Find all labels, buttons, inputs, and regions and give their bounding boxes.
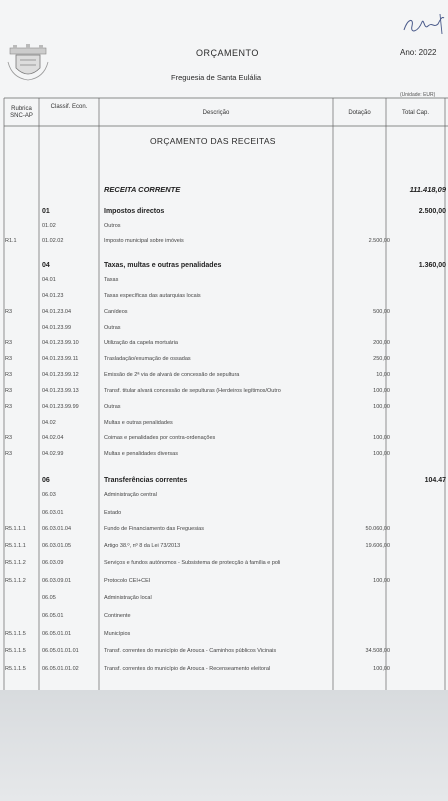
row-rubrica: R3 [5,388,13,394]
row-descricao: Artigo 38.º, nº 8 da Lei 73/2013 [104,543,181,549]
row-classif: 06 [42,477,50,484]
row-rubrica: R5.1.1.2 [5,560,26,566]
row-dotacao: 250,00 [373,356,390,362]
row-descricao: Multas e penalidades diversas [104,451,178,457]
row-descricao: Outras [104,325,121,331]
row-descricao: Administração central [104,492,157,498]
row-rubrica: R1.1 [5,238,17,244]
row-descricao: Multas e outras penalidades [104,420,173,426]
row-rubrica: R5.1.1.5 [5,631,26,637]
row-descricao: Taxas [104,277,119,283]
row-classif: 04.01.23.99 [42,325,72,331]
row-descricao: Serviços e fundos autónomos - Subsistema de protecção à família e poli [104,560,281,566]
row-descricao: Taxas, multas e outras penalidades [104,262,222,269]
row-descricao: Trasladação/exumação de ossadas [104,356,191,362]
row-descricao: Estado [104,510,122,516]
row-classif: 04 [42,262,50,269]
row-classif: 04.01.23.99.10 [42,340,79,346]
row-total: 104.47 [424,477,446,484]
row-dotacao: 10,00 [376,372,390,378]
background-surface [0,690,448,801]
row-descricao: Taxas específicas das autarquias locais [104,293,201,299]
row-descricao: Outros [104,223,121,229]
row-classif: 04.02.04 [42,435,64,441]
row-rubrica: R3 [5,309,13,315]
row-classif: 06.03.01 [42,510,64,516]
row-rubrica: R5.1.1.5 [5,648,26,654]
row-dotacao: 100,00 [373,666,390,672]
row-rubrica: R3 [5,356,13,362]
row-classif: 06.05.01.01 [42,631,72,637]
row-descricao: RECEITA CORRENTE [104,185,181,194]
row-dotacao: 100,00 [373,388,390,394]
row-dotacao: 500,00 [373,309,390,315]
row-rubrica: R3 [5,340,13,346]
row-total: 1.360,00 [418,262,446,269]
row-descricao: Coimas e penalidades por contra-ordenações [104,435,216,441]
section-title: ORÇAMENTO DAS RECEITAS [150,136,276,146]
row-classif: 04.01 [42,277,56,283]
row-dotacao: 2.500,00 [368,238,390,244]
row-classif: 06.05.01.01.01 [42,648,79,654]
row-rubrica: R5.1.1.2 [5,578,26,584]
row-classif: 04.01.23.99.12 [42,372,79,378]
row-classif: 04.02 [42,420,56,426]
row-classif: 06.05 [42,595,56,601]
row-classif: 04.01.23.99.11 [42,356,79,362]
row-dotacao: 34.508,00 [365,648,390,654]
row-descricao: Fundo de Financiamento das Freguesias [104,526,204,532]
row-descricao: Transf. titular alvará concessão de sepulturas (Herdeiros legítimos/Outro [104,388,281,394]
row-classif: 04.01.23.99.99 [42,404,79,410]
row-classif: 04.01.23 [42,293,64,299]
row-descricao: Impostos directos [104,208,165,215]
row-descricao: Municípios [104,631,131,637]
row-classif: 06.05.01.01.02 [42,666,79,672]
row-classif: 06.03 [42,492,56,498]
row-dotacao: 100,00 [373,451,390,457]
column-header-dotacao: Dotação [348,110,371,116]
row-dotacao: 19.606,00 [365,543,390,549]
row-classif: 06.03.09 [42,560,64,566]
row-total: 2.500,00 [418,208,446,215]
row-total: 111.418,09 [409,185,446,194]
row-rubrica: R5.1.1.5 [5,666,26,672]
row-dotacao: 100,00 [373,578,390,584]
row-classif: 01.02 [42,223,56,229]
row-descricao: Emissão de 2ª via de alvará de concessão de sepultura [104,372,240,378]
row-dotacao: 100,00 [373,404,390,410]
row-descricao: Outras [104,404,121,410]
row-descricao: Transf. correntes do município de Arouca - Recenseamento eleitoral [104,666,271,672]
row-descricao: Continente [104,613,131,619]
column-header-total: Total Cap. [401,110,429,116]
row-classif: 01.02.02 [42,238,64,244]
row-classif: 04.02.99 [42,451,64,457]
row-descricao: Transferências correntes [104,477,188,484]
row-dotacao: 100,00 [373,435,390,441]
row-rubrica: R5.1.1.1 [5,543,26,549]
row-rubrica: R3 [5,404,13,410]
parish-name: Freguesia de Santa Eulália [171,73,262,82]
row-classif: 01 [42,208,50,215]
row-rubrica: R5.1.1.1 [5,526,26,532]
row-classif: 06.03.09.01 [42,578,72,584]
row-descricao: Protocolo CEI+CEI [104,578,151,584]
row-dotacao: 50.060,00 [365,526,390,532]
column-header-descricao: Descrição [202,110,230,116]
row-descricao: Transf. correntes do município de Arouca - Caminhos públicos Vicinais [104,648,277,654]
row-classif: 06.05.01 [42,613,64,619]
document-title: ORÇAMENTO [196,48,259,58]
budget-year: Ano: 2022 [400,48,437,57]
row-classif: 06.03.01.04 [42,526,72,532]
row-dotacao: 200,00 [373,340,390,346]
row-classif: 04.01.23.04 [42,309,72,315]
currency-unit: (Unidade: EUR) [400,92,436,98]
column-header-rubrica: Rubrica SNC-AP [10,106,33,119]
row-descricao: Administração local [104,595,152,601]
row-descricao: Canídeos [104,309,128,315]
row-classif: 06.03.01.05 [42,543,72,549]
row-descricao: Imposto municipal sobre imóveis [104,238,184,244]
row-descricao: Utilização da capela mortuária [104,340,178,346]
row-rubrica: R3 [5,372,13,378]
row-classif: 04.01.23.99.13 [42,388,79,394]
row-rubrica: R3 [5,435,13,441]
row-rubrica: R3 [5,451,13,457]
column-header-classif: Classif. Econ. [50,104,88,110]
